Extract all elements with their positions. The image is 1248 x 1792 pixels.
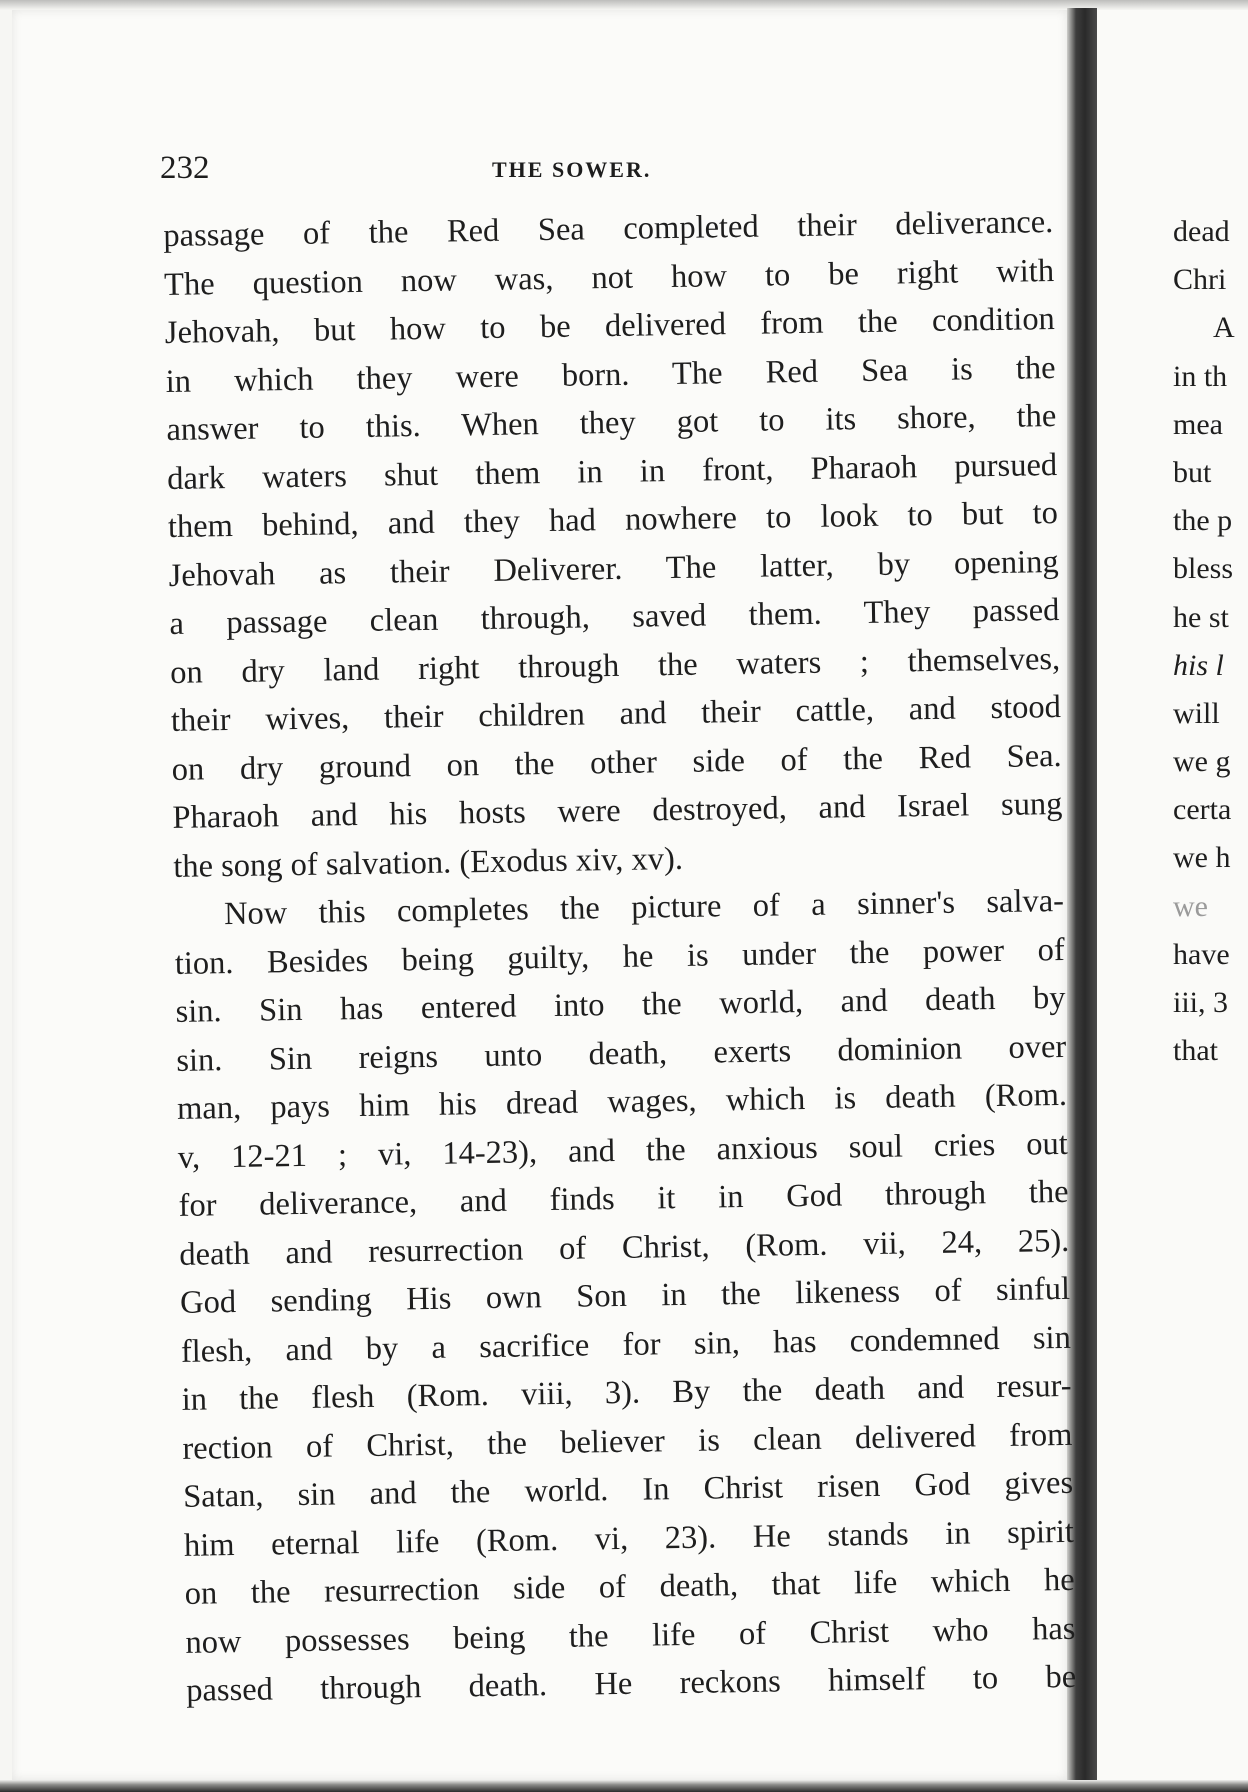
text-line: sin. Sin has entered into the world, and death by <box>175 979 1066 1030</box>
text-line: passage of the Red Sea completed their deliverance. <box>163 204 1054 254</box>
text-line: answer to this. When they got to its shore, the <box>166 397 1057 448</box>
right-page-text <box>1173 208 1248 1075</box>
text-line: God sending His own Son in the likeness of sinful <box>179 1270 1071 1321</box>
text-line: passed through death. He reckons himself to be <box>185 1658 1077 1709</box>
text-line: for deliverance, and finds it in God through the <box>178 1173 1069 1224</box>
right-text-line: his l <box>1173 648 1224 682</box>
text-line: him eternal life (Rom. vi, 23). He stands in spirit <box>183 1513 1075 1564</box>
text-line: The question now was, not how to be right with <box>163 252 1055 303</box>
right-text-line: Chri <box>1173 263 1227 297</box>
right-text-line: bless <box>1173 552 1233 586</box>
right-text-line: the p <box>1173 504 1233 538</box>
page-header <box>160 150 1030 190</box>
right-text-line: that <box>1173 1034 1218 1068</box>
running-head: THE SOWER. <box>492 157 652 182</box>
text-line: on dry ground on the other side of the Red Sea. <box>171 737 1062 788</box>
text-line: man, pays him his dread wages, which is death (Rom. <box>176 1076 1068 1127</box>
text-line: in the flesh (Rom. viii, 3). By the death and resur- <box>181 1367 1072 1418</box>
right-text-line: have <box>1173 937 1230 971</box>
text-line: now possesses being the life of Christ who has <box>185 1610 1076 1661</box>
right-text-line: will <box>1173 696 1220 730</box>
text-line: Jehovah, but how to be delivered from the condition <box>164 301 1056 351</box>
text-line: tion. Besides being guilty, he is under the power of <box>174 931 1065 982</box>
right-text-line: dead <box>1173 215 1230 248</box>
text-line: on the resurrection side of death, that life which he <box>184 1561 1075 1612</box>
text-line: v, 12-21 ; vi, 14-23), and the anxious soul cries out <box>177 1125 1069 1176</box>
right-text-line: but <box>1173 455 1212 489</box>
text-line: Pharaoh and his hosts were destroyed, and Israel sung <box>172 785 1063 836</box>
text-line: a passage clean through, saved them. They passed <box>169 591 1060 642</box>
right-text-line: we <box>1173 889 1208 923</box>
right-text-line: we h <box>1173 841 1231 875</box>
text-line: the song of salvation. (Exodus xiv, xv). <box>172 840 684 885</box>
text-line: sin. Sin reigns unto death, exerts dominion over <box>176 1028 1067 1079</box>
right-text-line: in th <box>1173 359 1228 393</box>
text-line: Now this completes the picture of a sinner's salva- <box>223 882 1065 933</box>
text-line: on dry land right through the waters ; themselves, <box>169 640 1061 691</box>
text-line: in which they were born. The Red Sea is the <box>165 349 1056 400</box>
right-text-line: he st <box>1173 600 1229 634</box>
right-text-line: iii, 3 <box>1173 986 1229 1019</box>
right-text-line: mea <box>1173 407 1223 441</box>
text-line: rection of Christ, the believer is clean delivered from <box>182 1416 1073 1467</box>
text-line: Satan, sin and the world. In Christ risen God gives <box>182 1464 1074 1515</box>
text-line: them behind, and they had nowhere to look to but to <box>167 494 1059 545</box>
text-line: death and resurrection of Christ, (Rom. vii, 24, 25). <box>179 1222 1070 1273</box>
page-number: 232 <box>160 150 210 186</box>
text-line: Jehovah as their Deliverer. The latter, by opening <box>168 543 1059 594</box>
right-text-line: we g <box>1173 745 1231 779</box>
text-line: dark waters shut them in in front, Pharaoh pursued <box>166 446 1058 497</box>
top-page-edge <box>0 0 1248 10</box>
right-text-line: certa <box>1173 793 1232 827</box>
bottom-page-edge <box>0 1780 1248 1792</box>
right-text-line: A <box>1213 311 1235 345</box>
text-line: their wives, their children and their cattle, and stood <box>170 688 1062 739</box>
text-line: flesh, and by a sacrifice for sin, has condemned sin <box>180 1319 1072 1370</box>
body-text <box>163 198 1077 1715</box>
